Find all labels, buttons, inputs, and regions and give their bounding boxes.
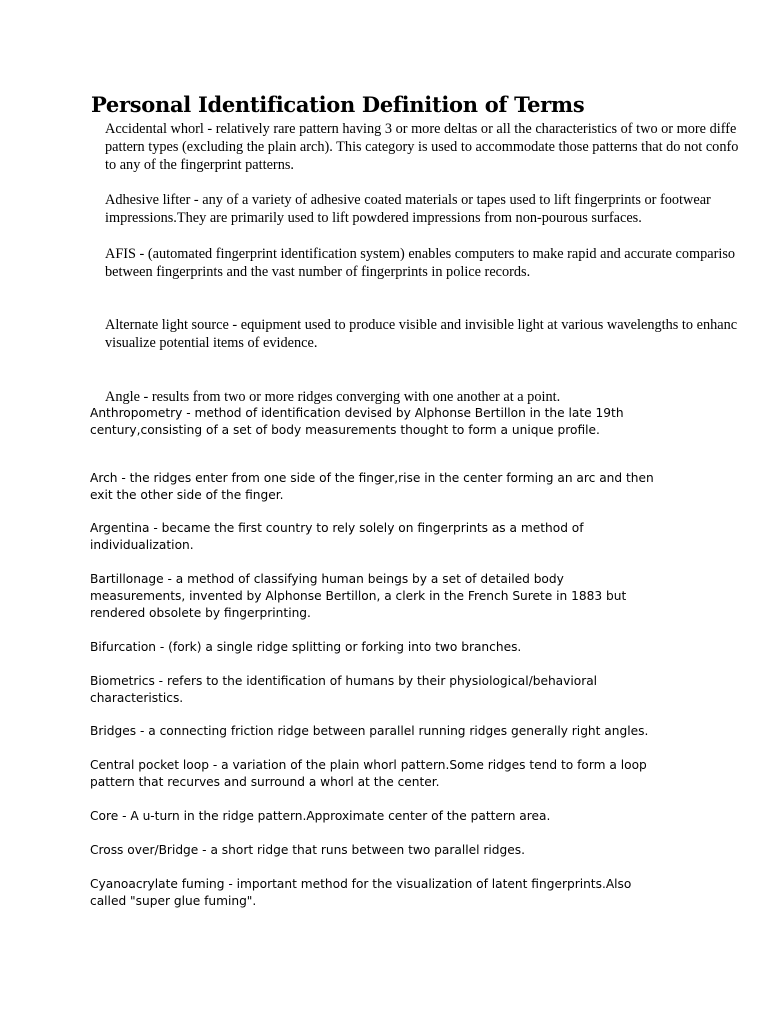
term-adhesive-lifter [105, 191, 768, 227]
page-title: Personal Identification Definition of Terms [91, 92, 585, 117]
term-line: Argentina - became the first country to rely solely on fingerprints as a method of [90, 521, 584, 535]
term-line: rendered obsolete by fingerprinting. [90, 606, 311, 620]
term-line: Core - A u-turn in the ridge pattern.Approximate center of the pattern area. [90, 809, 551, 823]
term-line: Accidental whorl - relatively rare pattern having 3 or more deltas or all the characteristics of two or more diffe [105, 121, 737, 137]
term-line: Anthropometry - method of identification devised by Alphonse Bertillon in the late 19th [90, 406, 624, 420]
term-line: Biometrics - refers to the identification of humans by their physiological/behavioral [90, 674, 598, 688]
term-line: century,consisting of a set of body measurements thought to form a unique profile. [90, 423, 600, 437]
term-bridges [90, 723, 730, 740]
term-line: visualize potential items of evidence. [105, 335, 318, 351]
term-alternate-light-source [105, 316, 768, 352]
term-cyanoacrylate-fuming [90, 876, 730, 910]
term-line: Adhesive lifter - any of a variety of adhesive coated materials or tapes used to lift fingerprints or footwear [105, 192, 711, 208]
term-line: between fingerprints and the vast number of fingerprints in police records. [105, 264, 531, 280]
term-bartillonage [90, 571, 730, 622]
term-line: impressions.They are primarily used to lift powdered impressions from non-pourous surfaces. [105, 210, 642, 226]
term-argentina [90, 520, 730, 554]
term-arch [90, 470, 730, 504]
term-core [90, 808, 730, 825]
term-line: called "super glue fuming". [90, 894, 257, 908]
term-line: individualization. [90, 538, 194, 552]
term-line: to any of the fingerprint patterns. [105, 157, 294, 173]
term-line: Cross over/Bridge - a short ridge that runs between two parallel ridges. [90, 843, 525, 857]
term-line: Angle - results from two or more ridges converging with one another at a point. [105, 389, 561, 405]
term-line: pattern types (excluding the plain arch). This category is used to accommodate those patterns that do not confo [105, 139, 739, 155]
term-line: Central pocket loop - a variation of the plain whorl pattern.Some ridges tend to form a loop [90, 758, 647, 772]
term-line: exit the other side of the finger. [90, 488, 284, 502]
term-biometrics [90, 673, 730, 707]
term-angle [105, 388, 768, 406]
term-line: Arch - the ridges enter from one side of the finger,rise in the center forming an arc and then [90, 471, 654, 485]
term-line: AFIS - (automated fingerprint identification system) enables computers to make rapid and accurate compariso [105, 246, 736, 262]
term-line: measurements, invented by Alphonse Bertillon, a clerk in the French Surete in 1883 but [90, 589, 627, 603]
term-cross-over-bridge [90, 842, 730, 859]
term-line: Bartillonage - a method of classifying human beings by a set of detailed body [90, 572, 564, 586]
term-line: pattern that recurves and surround a whorl at the center. [90, 775, 440, 789]
term-line: Bridges - a connecting friction ridge between parallel running ridges generally right angles. [90, 724, 649, 738]
term-line: characteristics. [90, 691, 184, 705]
term-accidental-whorl [105, 120, 768, 174]
term-line: Bifurcation - (fork) a single ridge splitting or forking into two branches. [90, 640, 522, 654]
term-anthropometry [90, 405, 730, 439]
term-central-pocket-loop [90, 757, 730, 791]
term-line: Cyanoacrylate fuming - important method for the visualization of latent fingerprints.Also [90, 877, 632, 891]
term-line: Alternate light source - equipment used to produce visible and invisible light at various wavelengths to enhanc [105, 317, 738, 333]
term-afis [105, 245, 768, 281]
term-bifurcation [90, 639, 730, 656]
